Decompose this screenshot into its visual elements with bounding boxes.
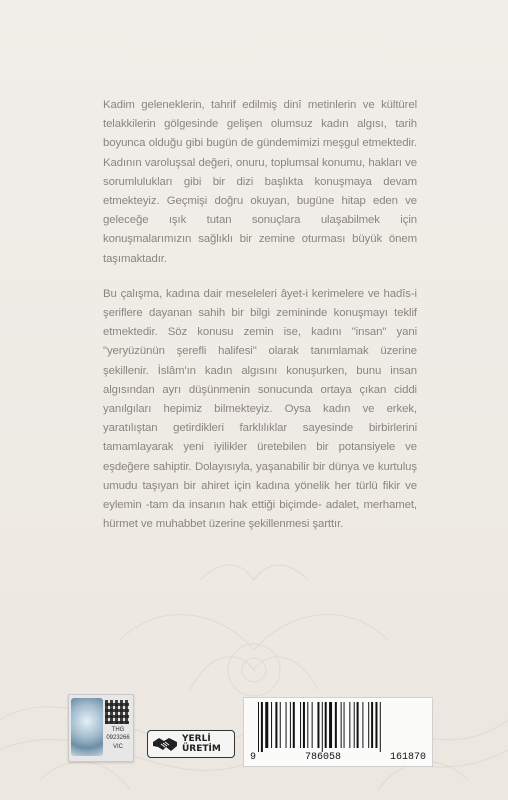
- barcode-bar: [280, 702, 281, 748]
- barcode-bar: [344, 702, 345, 748]
- barcode-bar: [317, 702, 319, 748]
- barcode-bar: [368, 702, 369, 748]
- barcode-bar: [290, 702, 291, 748]
- barcode-bar: [375, 702, 377, 748]
- paragraph-2: Bu çalışma, kadına dair meseleleri âyet-i kerimelere ve hadîs-i şeriflere dayanan sahih bir bilgi zemininde konuşmayı teklif etmektedir. Söz konusu zemin ise, kadını "insan" yani "yeryüzünün şerefli halifesi" olarak tanımlamak üzerine şekillenir. İslâm'ın kadın algısını konuşurken, bunu insan algısından ayrı düşünmenin sonucunda ortaya çıkan ciddi yanılgıları hepimiz bilmekteyiz. Oysa kadın ve erkek, yaratılıştan getirdikleri farklılıklar sayesinde birbirlerini tamamlayarak yeni iyilikler üretebilen bir potansiyele ve eşdeğere sahiptir. Dolayısıyla, yaşanabilir bir dünya ve kurtuluş umudu taşıyan bir ahiret için kadına yönelik her türlü fikir ve eylemin -tam da insanın hak ettiği biçimde- adalet, merhamet, hürmet ve muhabbet üzerine şekillenmesi şarttır.: [103, 287, 417, 531]
- yerli-uretim-badge: [147, 730, 235, 758]
- barcode-bar: [335, 702, 337, 748]
- barcode-bar: [357, 702, 359, 748]
- handshake-icon: [152, 734, 178, 754]
- hologram-icon: [71, 698, 103, 756]
- barcode-bar: [329, 702, 332, 748]
- barcode-bar: [293, 702, 295, 748]
- barcode-bar: [380, 702, 381, 752]
- paragraph-1: Kadim geleneklerin, tahrif edilmiş dinî metinlerin ve kültürel telakkilerin gölgesinde gelişen olumsuz kadın algısı, tarih boyunca olduğu gibi bugün de gündemimizi meşgul etmektedir. Kadının varoluşsal değeri, onuru, toplumsal konumu, hakları ve sorumlulukları gibi bir dizi başlıkta konuşmaya devam etmekteyiz. Geçmişi doğru okuyan, bugüne hitap eden ve geleceğe ışık tutan sonuçlara ulaşabilmek için konuşmalarımızın sağlıklı bir zemine oturması büyük önem taşımaktadır.: [103, 99, 417, 265]
- qr-code-icon: [105, 700, 129, 724]
- barcode-bars: [254, 702, 422, 752]
- barcode-digit-prefix: 9: [250, 752, 257, 763]
- barcode-bar: [300, 702, 301, 748]
- barcode-bar: [265, 702, 268, 748]
- back-cover-text: [103, 96, 417, 550]
- barcode-bar: [349, 702, 350, 748]
- barcode-bar: [303, 702, 305, 748]
- barcode-bar: [286, 702, 287, 748]
- hologram-sticker: [68, 694, 134, 762]
- barcode-bar: [258, 702, 259, 752]
- sticker-code-line3: VIC: [112, 744, 123, 750]
- barcode-bar: [362, 702, 363, 748]
- barcode-bar: [275, 702, 277, 748]
- barcode-bar: [371, 702, 373, 748]
- barcode-bar: [271, 702, 272, 748]
- sticker-code-line1: THG: [111, 727, 125, 733]
- barcode-bar: [325, 702, 327, 748]
- yerli-label: YERLİ: [182, 734, 211, 744]
- sticker-code-line2: 0923266: [106, 735, 130, 741]
- isbn-barcode: [243, 697, 433, 767]
- barcode-bar: [312, 702, 313, 748]
- barcode-bar: [307, 702, 308, 748]
- barcode-digits-right: 161870: [389, 752, 426, 763]
- uretim-label: ÜRETİM: [182, 744, 221, 754]
- barcode-bar: [322, 702, 323, 752]
- barcode-bar: [261, 702, 263, 752]
- barcode-bar: [341, 702, 342, 748]
- barcode-bar: [354, 702, 355, 748]
- barcode-digits-left: 786058: [304, 752, 341, 763]
